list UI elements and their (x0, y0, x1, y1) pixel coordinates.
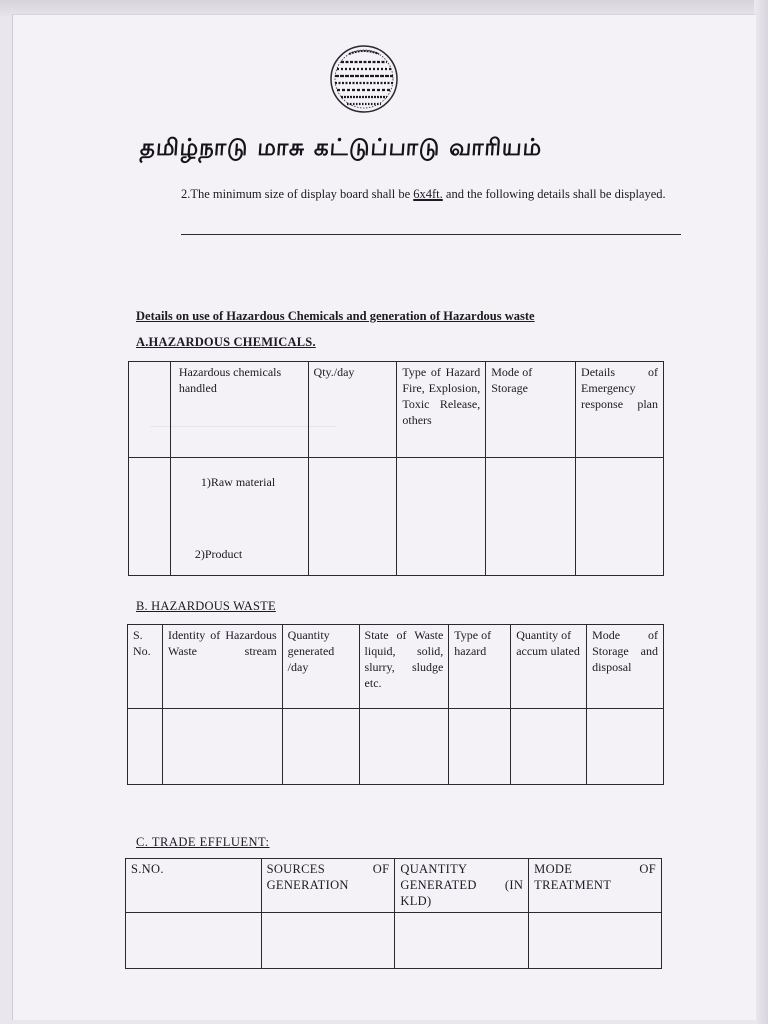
table-c-col-sources: SOURCES OF GENERATION (261, 859, 395, 913)
section-title: Details on use of Hazardous Chemicals and generation of Hazardous waste (136, 309, 535, 323)
product-label: 2)Product (194, 547, 243, 561)
table-b-heading: B. HAZARDOUS WASTE (136, 599, 276, 613)
table-c-col-treatment: MODE OF TREATMENT (529, 859, 662, 913)
board-title: தமிழ்நாடு மாசு கட்டுப்பாடு வாரியம் (139, 135, 544, 161)
table-b-cell (282, 709, 359, 785)
table-b-col-state: State of Waste liquid, solid, slurry, sludge etc. (359, 625, 449, 709)
table-b-col-qty: Quantity generated /day (282, 625, 359, 709)
table-b-cell (511, 709, 587, 785)
instruction-suffix: and the following details shall be displayed. (442, 187, 666, 201)
divider-rule (181, 234, 681, 235)
table-a-cell (129, 458, 171, 576)
table-a-body-row (129, 458, 664, 576)
table-c-col-quantity: QUANTITY GENERATED (IN KLD) (395, 859, 529, 913)
table-b-col-sno: S. No. (128, 625, 163, 709)
table-b-cell (359, 709, 449, 785)
hazardous-waste-table (127, 624, 664, 785)
table-b-cell (162, 709, 282, 785)
hazardous-chemicals-table (128, 361, 664, 576)
instruction-prefix: 2.The minimum size of display board shall be (181, 187, 414, 201)
table-c-heading: C. TRADE EFFLUENT: (136, 835, 270, 849)
table-a-cell (308, 458, 397, 576)
table-c-cell (395, 913, 529, 969)
table-a-header-row (129, 362, 664, 458)
table-a-cell-materials (170, 458, 308, 576)
table-a-col-storage: Mode of Storage (486, 362, 576, 458)
table-a-cell (486, 458, 576, 576)
board-size: 6x4ft. (413, 187, 443, 201)
table-b-body-row (128, 709, 664, 785)
table-c-col-sno: S.NO. (126, 859, 262, 913)
tnpcb-seal-logo (329, 44, 399, 114)
table-b-cell (587, 709, 664, 785)
table-b-cell (449, 709, 511, 785)
table-a-cell (397, 458, 486, 576)
table-a-cell (576, 458, 664, 576)
table-b-col-hazard: Type of hazard (449, 625, 511, 709)
table-b-header-row (128, 625, 664, 709)
table-b-col-identity: Identity of Hazardous Waste stream (162, 625, 282, 709)
table-a-col-0 (129, 362, 171, 458)
scan-right-edge (754, 0, 768, 1024)
table-c-body-row (126, 913, 662, 969)
table-b-col-storage: Mode of Storage and disposal (587, 625, 664, 709)
table-b-cell (128, 709, 163, 785)
display-board-instruction (181, 184, 681, 205)
raw-material-label: 1)Raw material (200, 475, 276, 489)
bleed-through: ————————————————— (150, 420, 337, 432)
table-a-col-hazard-type: Type of Hazard Fire, Explosion, Toxic Release, others (397, 362, 486, 458)
trade-effluent-table (125, 858, 662, 969)
table-b-col-accumulated: Quantity of accum ulated (511, 625, 587, 709)
table-c-cell (126, 913, 262, 969)
table-c-cell (261, 913, 395, 969)
table-a-col-qty: Qty./day (308, 362, 397, 458)
table-c-header-row (126, 859, 662, 913)
table-a-col-chemicals: Hazardous chemicals handled (170, 362, 308, 458)
table-a-heading: A.HAZARDOUS CHEMICALS. (136, 335, 316, 349)
table-c-cell (529, 913, 662, 969)
table-a-col-emergency: Details of Emergency response plan (576, 362, 664, 458)
